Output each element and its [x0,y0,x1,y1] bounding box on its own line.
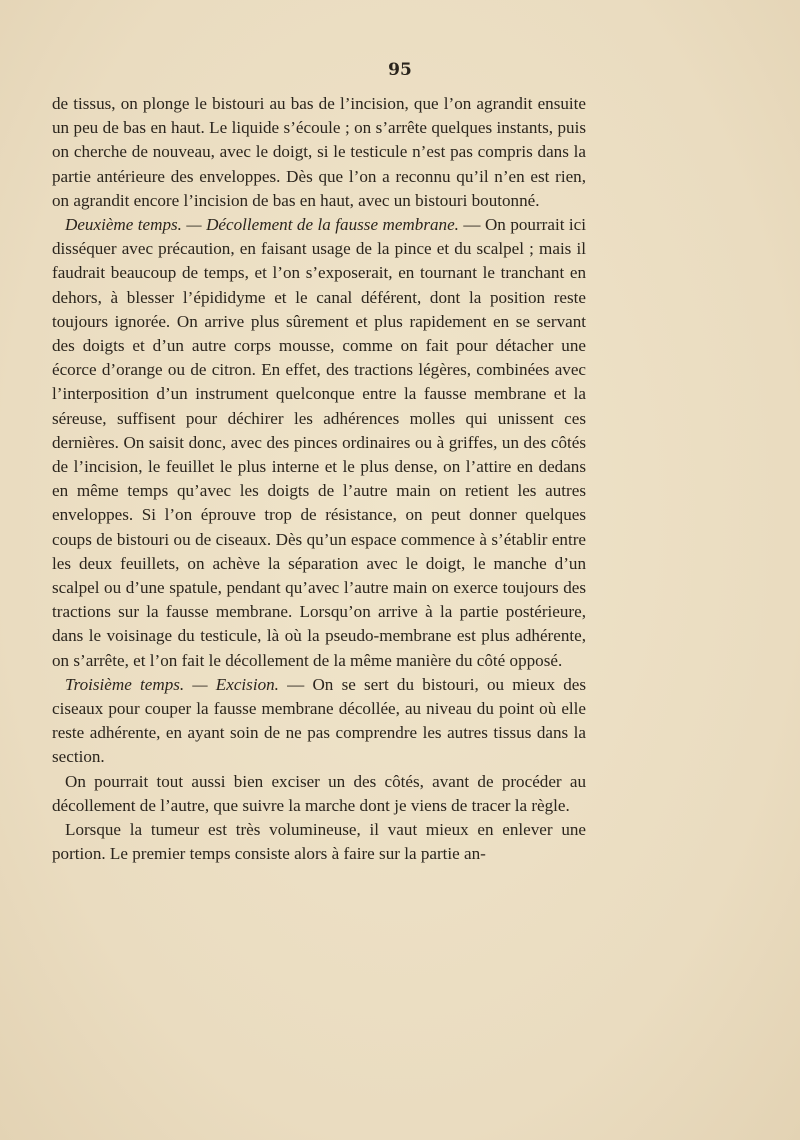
paragraph-4-text: On pourrait tout aussi bien exciser un des côtés, avant de procéder au décollement de l’autre, que suivre la marche dont je viens de tracer la règle. [52,771,586,815]
paragraph-5-text: Lorsque la tumeur est très volumineuse, il vaut mieux en enlever une portion. Le premier temps consiste alors à faire sur la partie an- [52,820,586,864]
paragraph-3 [52,673,586,770]
paragraph-4 [52,770,586,818]
section-heading-deuxieme-temps: Deuxième temps. — Décollement de la fausse membrane. [65,215,459,235]
section-heading-troisieme-temps: Troisième temps. — Excision. [65,674,279,694]
paragraph-2 [52,213,586,673]
paragraph-5 [52,818,586,866]
page-number: 95 [388,60,412,80]
paragraph-2-text: — On pourrait ici disséquer avec précaution, en faisant usage de la pince et du scalpel ; mais il faudrait beaucoup de temps, et l’on s’exposerait, en tournant le tranchant en dehors, à blesser l’épididyme et le canal déférent, dont la position reste toujours ignorée. On arrive plus sûrement et plus rapidement en se servant des doigts et d’un autre corps mousse, comme on fait pour détacher une écorce d’orange ou de citron. En effet, des tractions légères, combinées avec l’interposition d’un instrument quelconque entre la fausse membrane et la séreuse, suffisent pour déchirer les adhérences molles qui unissent ces dernières. On saisit donc, avec des pinces ordinaires ou à griffes, un des côtés de l’incision, le feuillet le plus interne et le plus dense, on l’attire en dedans en même temps qu’avec les doigts de l’autre main on retient les autres enveloppes. Si l’on éprouve trop de résistance, on peut donner quelques coups de bistouri ou de ciseaux. Dès qu’un espace commence à s’établir entre les deux feuillets, on achève la séparation avec le doigt, le manche d’un scalpel ou d’une spatule, pendant qu’avec l’autre main on exerce toujours des tractions sur la fausse membrane. Lorsqu’on arrive à la partie postérieure, dans le voisinage du testicule, là où la pseudo-membrane est plus adhérente, on s’arrête, et l’on fait le décollement de la même manière du côté opposé. [52,215,586,670]
body-text [52,92,586,867]
paragraph-1 [52,92,586,213]
paragraph-1-text: de tissus, on plonge le bistouri au bas de l’incision, que l’on agrandit ensuite un peu de bas en haut. Le liquide s’écoule ; on s’arrête quelques instants, puis on cherche de nouveau, avec le doigt, si le testicule n’est pas compris dans la partie antérieure des enveloppes. Dès que l’on a reconnu qu’il n’en est rien, on agrandit encore l’incision de bas en haut, avec un bistouri boutonné. [52,94,586,210]
paragraph-3-text: — On se sert du bistouri, ou mieux des ciseaux pour couper la fausse membrane décollée, au niveau du point où elle reste adhérente, en ayant soin de ne pas comprendre les autres tissus dans la section. [52,674,586,767]
